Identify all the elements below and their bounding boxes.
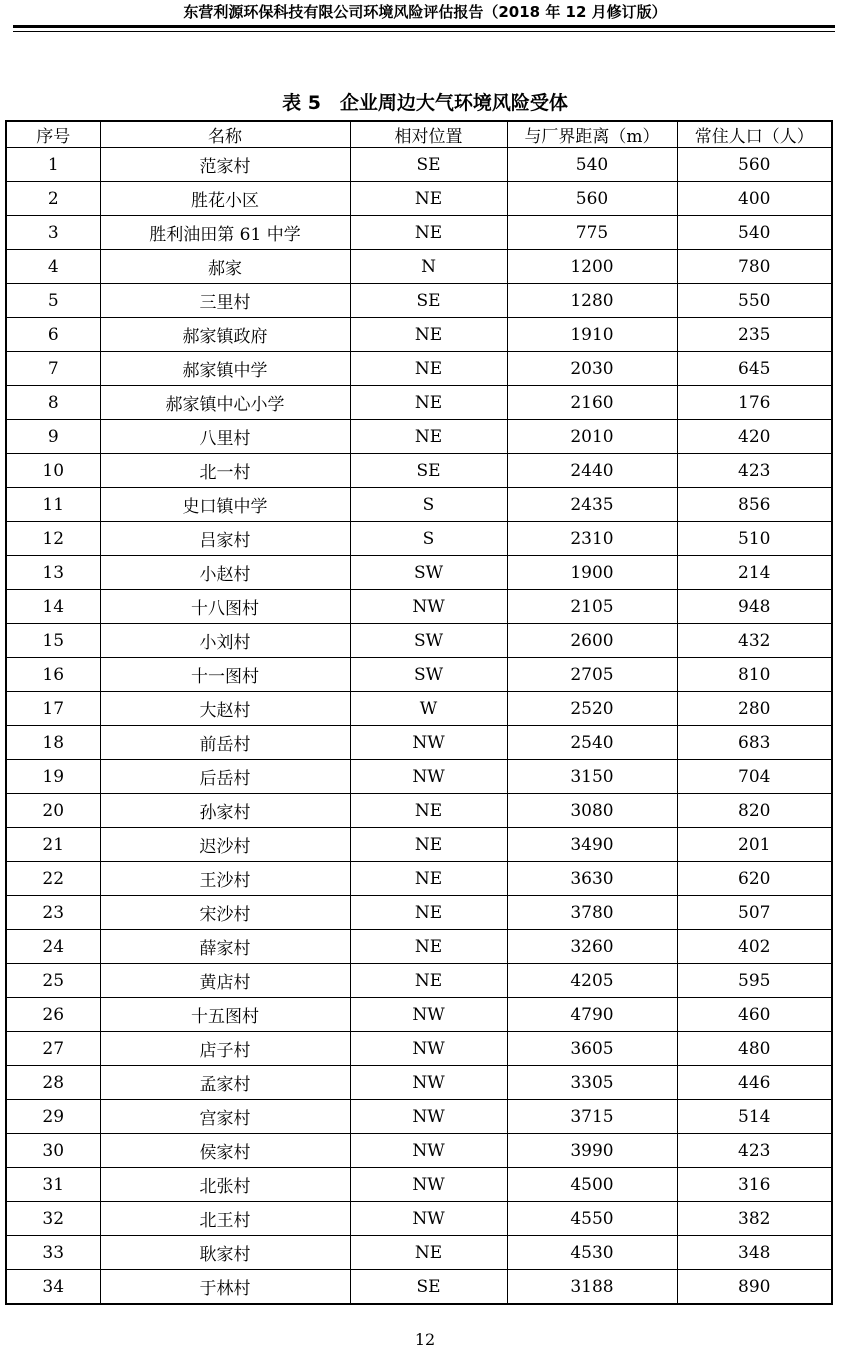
cell-direction: SE — [350, 284, 507, 318]
cell-index: 19 — [6, 760, 100, 794]
cell-name: 吕家村 — [100, 522, 350, 556]
cell-population: 402 — [677, 930, 832, 964]
receptors-table — [5, 120, 833, 1305]
page-header: 东营利源环保科技有限公司环境风险评估报告（2018 年 12 月修订版） — [183, 3, 667, 21]
cell-name: 史口镇中学 — [100, 488, 350, 522]
table-row — [6, 930, 832, 964]
cell-name: 黄店村 — [100, 964, 350, 998]
cell-index: 28 — [6, 1066, 100, 1100]
cell-distance: 2520 — [507, 692, 677, 726]
cell-direction: NW — [350, 760, 507, 794]
cell-distance: 3150 — [507, 760, 677, 794]
cell-direction: NE — [350, 896, 507, 930]
cell-population: 460 — [677, 998, 832, 1032]
cell-direction: NW — [350, 1168, 507, 1202]
cell-direction: NE — [350, 828, 507, 862]
table-row — [6, 318, 832, 352]
cell-index: 18 — [6, 726, 100, 760]
cell-population: 620 — [677, 862, 832, 896]
cell-distance: 4500 — [507, 1168, 677, 1202]
cell-distance: 3990 — [507, 1134, 677, 1168]
cell-name: 耿家村 — [100, 1236, 350, 1270]
header-rule-thin — [13, 31, 835, 32]
cell-index: 5 — [6, 284, 100, 318]
table-row — [6, 590, 832, 624]
cell-distance: 4790 — [507, 998, 677, 1032]
cell-population: 348 — [677, 1236, 832, 1270]
table-row — [6, 1202, 832, 1236]
cell-distance: 3490 — [507, 828, 677, 862]
cell-index: 27 — [6, 1032, 100, 1066]
table-row — [6, 522, 832, 556]
cell-name: 北一村 — [100, 454, 350, 488]
cell-name: 十一图村 — [100, 658, 350, 692]
cell-direction: NW — [350, 1066, 507, 1100]
cell-population: 780 — [677, 250, 832, 284]
cell-name: 于林村 — [100, 1270, 350, 1305]
cell-direction: NE — [350, 420, 507, 454]
cell-name: 郝家镇中心小学 — [100, 386, 350, 420]
cell-index: 22 — [6, 862, 100, 896]
cell-index: 13 — [6, 556, 100, 590]
table-row — [6, 1100, 832, 1134]
cell-population: 820 — [677, 794, 832, 828]
cell-direction: NW — [350, 726, 507, 760]
cell-direction: S — [350, 522, 507, 556]
cell-population: 645 — [677, 352, 832, 386]
table-row — [6, 182, 832, 216]
column-header-direction: 相对位置 — [350, 121, 507, 148]
cell-index: 11 — [6, 488, 100, 522]
cell-direction: NW — [350, 998, 507, 1032]
cell-index: 20 — [6, 794, 100, 828]
cell-name: 胜花小区 — [100, 182, 350, 216]
cell-name: 十五图村 — [100, 998, 350, 1032]
cell-name: 郝家镇政府 — [100, 318, 350, 352]
table-row — [6, 1236, 832, 1270]
cell-population: 446 — [677, 1066, 832, 1100]
cell-population: 948 — [677, 590, 832, 624]
table-row — [6, 148, 832, 182]
cell-population: 420 — [677, 420, 832, 454]
cell-distance: 1900 — [507, 556, 677, 590]
cell-distance: 540 — [507, 148, 677, 182]
cell-index: 32 — [6, 1202, 100, 1236]
cell-distance: 4530 — [507, 1236, 677, 1270]
column-header-population: 常住人口（人） — [677, 121, 832, 148]
cell-index: 14 — [6, 590, 100, 624]
cell-direction: NE — [350, 352, 507, 386]
cell-direction: NE — [350, 862, 507, 896]
cell-name: 小刘村 — [100, 624, 350, 658]
cell-population: 432 — [677, 624, 832, 658]
cell-distance: 4205 — [507, 964, 677, 998]
cell-population: 480 — [677, 1032, 832, 1066]
cell-direction: NW — [350, 1134, 507, 1168]
cell-name: 薛家村 — [100, 930, 350, 964]
cell-population: 400 — [677, 182, 832, 216]
cell-index: 1 — [6, 148, 100, 182]
cell-index: 2 — [6, 182, 100, 216]
cell-distance: 3605 — [507, 1032, 677, 1066]
table-row — [6, 1270, 832, 1305]
column-header-name: 名称 — [100, 121, 350, 148]
cell-index: 23 — [6, 896, 100, 930]
cell-distance: 3630 — [507, 862, 677, 896]
cell-name: 前岳村 — [100, 726, 350, 760]
table-row — [6, 998, 832, 1032]
cell-distance: 2600 — [507, 624, 677, 658]
cell-distance: 2435 — [507, 488, 677, 522]
table-row — [6, 284, 832, 318]
cell-population: 423 — [677, 1134, 832, 1168]
table-row — [6, 352, 832, 386]
table-row — [6, 624, 832, 658]
cell-distance: 3188 — [507, 1270, 677, 1305]
table-row — [6, 760, 832, 794]
cell-distance: 2160 — [507, 386, 677, 420]
cell-index: 33 — [6, 1236, 100, 1270]
cell-direction: NE — [350, 318, 507, 352]
cell-direction: NW — [350, 1032, 507, 1066]
cell-direction: SE — [350, 1270, 507, 1305]
cell-distance: 2540 — [507, 726, 677, 760]
table-header-row — [6, 121, 832, 148]
cell-population: 856 — [677, 488, 832, 522]
table-row — [6, 216, 832, 250]
cell-name: 后岳村 — [100, 760, 350, 794]
cell-name: 范家村 — [100, 148, 350, 182]
table-body — [6, 148, 832, 1305]
cell-direction: NE — [350, 216, 507, 250]
page-number: 12 — [414, 1330, 436, 1349]
cell-index: 7 — [6, 352, 100, 386]
table-row — [6, 1066, 832, 1100]
cell-name: 侯家村 — [100, 1134, 350, 1168]
cell-name: 店子村 — [100, 1032, 350, 1066]
cell-index: 6 — [6, 318, 100, 352]
cell-direction: SE — [350, 454, 507, 488]
cell-population: 280 — [677, 692, 832, 726]
table-row — [6, 250, 832, 284]
cell-direction: NE — [350, 386, 507, 420]
table-row — [6, 828, 832, 862]
cell-population: 423 — [677, 454, 832, 488]
cell-direction: NE — [350, 182, 507, 216]
cell-index: 10 — [6, 454, 100, 488]
cell-name: 十八图村 — [100, 590, 350, 624]
cell-index: 25 — [6, 964, 100, 998]
cell-population: 510 — [677, 522, 832, 556]
cell-direction: SW — [350, 624, 507, 658]
cell-index: 3 — [6, 216, 100, 250]
cell-direction: S — [350, 488, 507, 522]
cell-distance: 2705 — [507, 658, 677, 692]
cell-index: 12 — [6, 522, 100, 556]
cell-population: 201 — [677, 828, 832, 862]
cell-distance: 2310 — [507, 522, 677, 556]
cell-index: 4 — [6, 250, 100, 284]
cell-distance: 560 — [507, 182, 677, 216]
cell-name: 郝家 — [100, 250, 350, 284]
table-row — [6, 726, 832, 760]
cell-distance: 1910 — [507, 318, 677, 352]
table-row — [6, 964, 832, 998]
cell-index: 31 — [6, 1168, 100, 1202]
cell-distance: 775 — [507, 216, 677, 250]
cell-name: 郝家镇中学 — [100, 352, 350, 386]
cell-direction: NE — [350, 964, 507, 998]
table-row — [6, 488, 832, 522]
cell-population: 235 — [677, 318, 832, 352]
cell-direction: NE — [350, 794, 507, 828]
cell-name: 八里村 — [100, 420, 350, 454]
cell-direction: NW — [350, 1100, 507, 1134]
cell-population: 507 — [677, 896, 832, 930]
cell-name: 宫家村 — [100, 1100, 350, 1134]
cell-direction: N — [350, 250, 507, 284]
table-row — [6, 386, 832, 420]
header-rule-thick — [13, 25, 835, 28]
table-row — [6, 1032, 832, 1066]
cell-distance: 1280 — [507, 284, 677, 318]
cell-distance: 3780 — [507, 896, 677, 930]
column-header-distance: 与厂界距离（m） — [507, 121, 677, 148]
cell-direction: NE — [350, 930, 507, 964]
cell-name: 迟沙村 — [100, 828, 350, 862]
table-row — [6, 1134, 832, 1168]
cell-distance: 1200 — [507, 250, 677, 284]
table-row — [6, 896, 832, 930]
cell-direction: NW — [350, 590, 507, 624]
cell-population: 683 — [677, 726, 832, 760]
cell-distance: 2030 — [507, 352, 677, 386]
cell-name: 三里村 — [100, 284, 350, 318]
cell-population: 214 — [677, 556, 832, 590]
cell-direction: SW — [350, 658, 507, 692]
cell-direction: W — [350, 692, 507, 726]
cell-index: 9 — [6, 420, 100, 454]
cell-population: 540 — [677, 216, 832, 250]
cell-distance: 2440 — [507, 454, 677, 488]
table-row — [6, 1168, 832, 1202]
cell-name: 孙家村 — [100, 794, 350, 828]
table-row — [6, 692, 832, 726]
cell-name: 王沙村 — [100, 862, 350, 896]
cell-index: 8 — [6, 386, 100, 420]
cell-direction: NW — [350, 1202, 507, 1236]
table-row — [6, 556, 832, 590]
cell-population: 176 — [677, 386, 832, 420]
cell-population: 316 — [677, 1168, 832, 1202]
cell-distance: 2010 — [507, 420, 677, 454]
cell-direction: SW — [350, 556, 507, 590]
table-row — [6, 862, 832, 896]
cell-index: 21 — [6, 828, 100, 862]
cell-distance: 4550 — [507, 1202, 677, 1236]
cell-index: 26 — [6, 998, 100, 1032]
cell-name: 胜利油田第 61 中学 — [100, 216, 350, 250]
table-row — [6, 794, 832, 828]
table-row — [6, 454, 832, 488]
cell-population: 890 — [677, 1270, 832, 1305]
cell-name: 小赵村 — [100, 556, 350, 590]
cell-name: 北王村 — [100, 1202, 350, 1236]
cell-population: 382 — [677, 1202, 832, 1236]
cell-distance: 3715 — [507, 1100, 677, 1134]
cell-population: 704 — [677, 760, 832, 794]
cell-direction: SE — [350, 148, 507, 182]
column-header-index: 序号 — [6, 121, 100, 148]
cell-index: 29 — [6, 1100, 100, 1134]
cell-distance: 3305 — [507, 1066, 677, 1100]
cell-population: 560 — [677, 148, 832, 182]
cell-population: 810 — [677, 658, 832, 692]
cell-name: 大赵村 — [100, 692, 350, 726]
cell-name: 孟家村 — [100, 1066, 350, 1100]
cell-index: 16 — [6, 658, 100, 692]
cell-distance: 3260 — [507, 930, 677, 964]
table-row — [6, 658, 832, 692]
cell-index: 24 — [6, 930, 100, 964]
cell-distance: 2105 — [507, 590, 677, 624]
table-row — [6, 420, 832, 454]
cell-population: 550 — [677, 284, 832, 318]
cell-population: 514 — [677, 1100, 832, 1134]
cell-index: 34 — [6, 1270, 100, 1305]
cell-index: 17 — [6, 692, 100, 726]
cell-index: 15 — [6, 624, 100, 658]
table-caption: 表 5 企业周边大气环境风险受体 — [282, 92, 568, 114]
cell-population: 595 — [677, 964, 832, 998]
cell-name: 北张村 — [100, 1168, 350, 1202]
cell-distance: 3080 — [507, 794, 677, 828]
cell-index: 30 — [6, 1134, 100, 1168]
cell-direction: NE — [350, 1236, 507, 1270]
cell-name: 宋沙村 — [100, 896, 350, 930]
